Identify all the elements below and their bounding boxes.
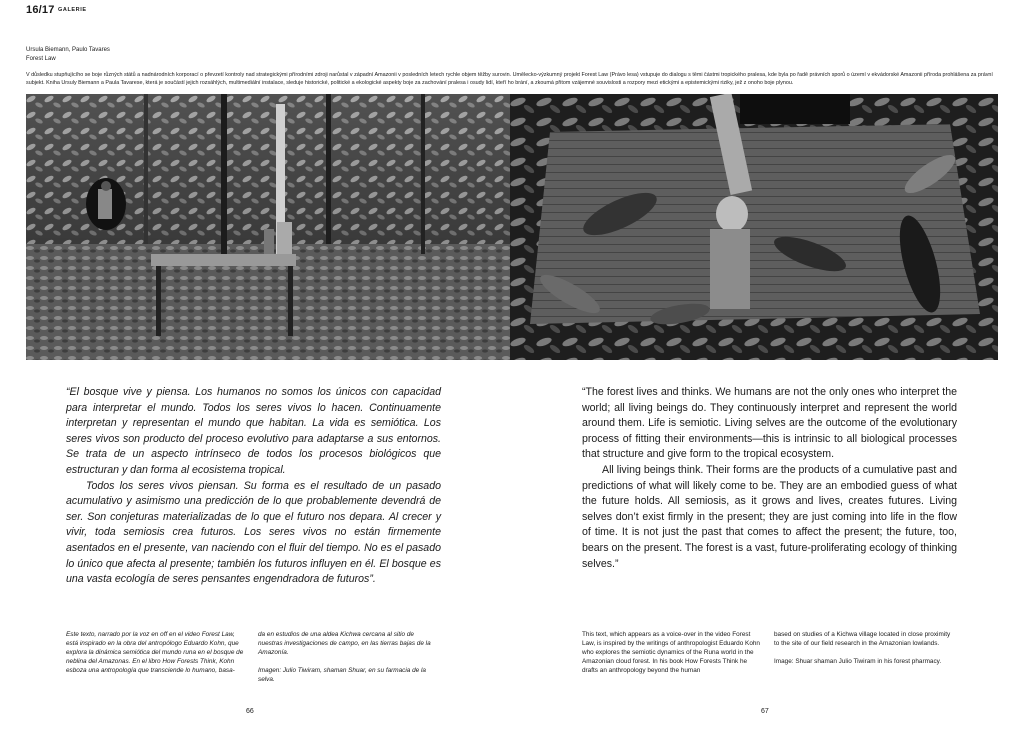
folio-left: 66 bbox=[246, 708, 254, 715]
footnote-es-text: Este texto, narrado por la voz en off en el video Forest Law, está inspirado en la obra del antropólogo Eduardo Kohn, que explora la dinámica semiótica del mundo runa en el bosque de neblina del Amazonas. En el libro How Forests Think, Kohn esboza una antropología que transciende lo humano, basa- bbox=[66, 631, 244, 674]
quote-es-paragraph-1: “El bosque vive y piensa. Los humanos no somos los únicos con capacidad para interpretar el mundo. Todos los seres vivos lo hacen. Continuamente interpretan y representan el mundo que habitan. La vida es semiótica. Los seres vivos son producto del proceso evolutivo para adaptarse a sus entornos. Se trata de un aspecto intrínseco de todos los procesos biológicos que estructuran y dan forma al ecosistema tropical. bbox=[66, 386, 441, 476]
footnote-en-text: This text, which appears as a voice-over in the video Forest Law, is inspired by the writings of anthropologist Eduardo Kohn who explores the semiotic dynamics of the Runa world in the Amazonian cloud forest. In his book How Forests Think he drafts an anthropology beyond the human bbox=[582, 631, 760, 674]
intro-paragraph: V důsledku stupňujícího se boje různých států a nadnárodních korporací o převzetí kontroly nad strategickými přírodními zdroji narůstal v západní Amazonii v posledních letech rychle objem těžby surovin. Umělecko-výzkumný projekt Forest Law (Právo lesa) vstupuje do dialogu s těmi částmi tropického pralesa, kde byla po řadě právních sporů o území v ekvádorské Amazonii příroda prohlášena za právní subjekt. Kniha Ursuly Biemann a Paula Tavarese, která je součástí jejich rozsáhlých, multimediální instalace, sleduje historické, politické a ekologické aspekty boje za zachování pralesa i osudy lidí, kteří ho brání, a zkoumá přitom vzájemné souvislosti a rozpory mezi etickými a epistemickými riziky, jež z onoho boje plynou. bbox=[26, 72, 993, 86]
quote-spanish bbox=[66, 385, 441, 588]
project-title: Forest Law bbox=[26, 56, 56, 62]
footnote-es-col2 bbox=[258, 630, 438, 684]
folio-right: 67 bbox=[761, 708, 769, 715]
footnote-en-col1 bbox=[582, 630, 762, 675]
footnote-es-col1 bbox=[66, 630, 246, 675]
credits bbox=[26, 46, 110, 64]
page-numbers: 16/17 bbox=[26, 4, 55, 16]
quote-english bbox=[582, 385, 957, 572]
forest-photo-left bbox=[26, 94, 510, 360]
forest-photo-right bbox=[510, 94, 998, 360]
footnote-en-col2 bbox=[774, 630, 954, 666]
image-caption-es: Imagen: Julio Tiwiram, shaman Shuar, en su farmacia de la selva. bbox=[258, 667, 426, 683]
image-caption-en: Image: Shuar shaman Julio Tiwiram in his forest pharmacy. bbox=[774, 658, 942, 665]
quote-es-paragraph-2: Todos los seres vivos piensan. Su forma es el resultado de un pasado acumulativo y asimismo una predicción de lo que probablemente devendrá de ser. Son conjeturas materializadas de lo que el futuro nos depara. Al crecer y vivir, toda semiosis crea futuros. Los seres vivos no están firmemente asentados en el presente, van naciendo con el fluir del tiempo. No es el pasado lo único que afecta al presente; también los futuros influyen en él. El bosque es una vasta ecología de seres pensantes engendradora de futuros”. bbox=[66, 479, 441, 586]
quote-en-paragraph-2: All living beings think. Their forms are the products of a cumulative past and predictions of what will likely come to be. They are an embodied guess of what the future holds. All semiosis, as it grows and lives, creates futures. Living selves don’t exist firmly in the present; they are just coming into life in the flow of time. It is not just the past that comes to affect the present; the future, too, bears on the present. The forest is a vast, future-proliferating ecology of thinking selves.” bbox=[582, 463, 957, 570]
artists-name: Ursula Biemann, Paulo Tavares bbox=[26, 47, 110, 53]
footnote-en-text-cont: based on studies of a Kichwa village located in close proximity to the site of our field research in the Amazonian lowlands. bbox=[774, 631, 951, 647]
quote-en-paragraph-1: “The forest lives and thinks. We humans are not the only ones who interpret the world; all living beings do. They continuously interpret and represent the world around them. Life is semiotic. Living selves are the outcome of the evolutionary process of fitting their environments—this is intrinsic to all biological processes that structure and give form to the tropical ecosystem. bbox=[582, 386, 957, 461]
section-label: GALERIE bbox=[58, 7, 87, 13]
footnote-es-text-cont: da en estudios de una aldea Kichwa cercana al sitio de nuestras investigaciones de campo, en las tierras bajas de la Amazonía. bbox=[258, 631, 431, 656]
